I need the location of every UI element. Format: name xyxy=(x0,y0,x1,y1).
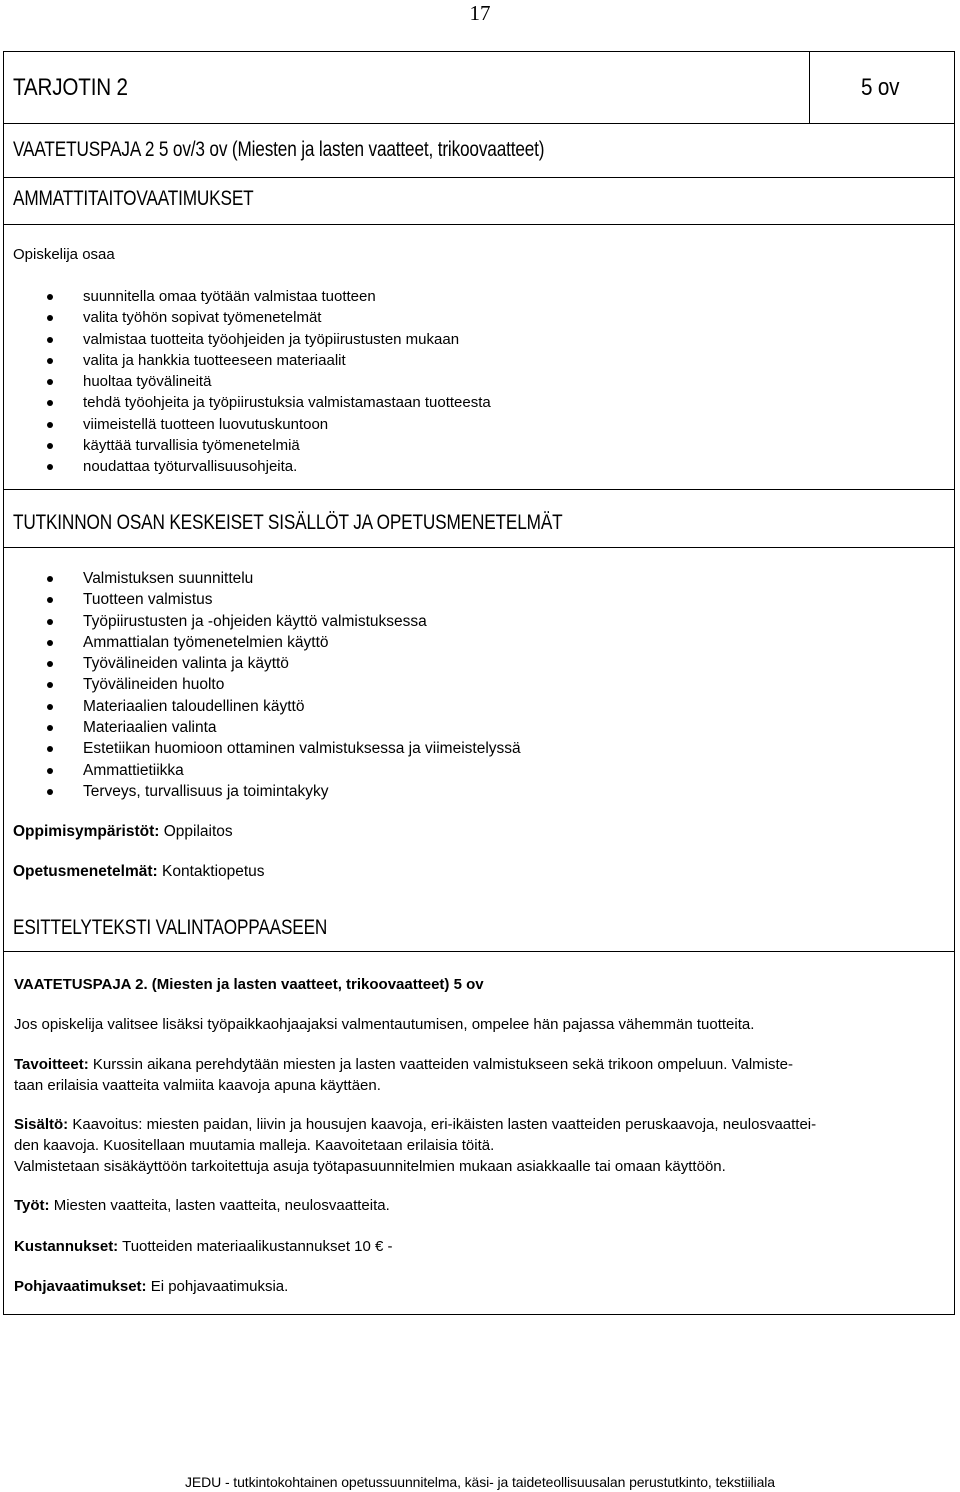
intro-paragraph: Jos opiskelija valitsee lisäksi työpaikkaohjaajaksi valmentautumisen, ompelee hän pajassa vähemmän tuotteita. xyxy=(14,1016,755,1033)
bullet-icon xyxy=(47,746,53,752)
contents-heading: TUTKINNON OSAN KESKEISET SISÄLLÖT JA OPETUSMENETELMÄT xyxy=(13,511,563,534)
divider xyxy=(4,489,954,490)
bullet-icon xyxy=(47,379,53,385)
teaching-methods: Opetusmenetelmät: Kontaktiopetus xyxy=(13,863,265,880)
bullet-icon xyxy=(47,294,53,300)
divider xyxy=(4,547,954,548)
prerequisites-line: Pohjavaatimukset: Ei pohjavaatimuksia. xyxy=(14,1278,289,1295)
page-number: 17 xyxy=(469,1,491,25)
page-footer: JEDU - tutkintokohtainen opetussuunnitelma, käsi- ja taideteollisuusalan perustutkinto, tekstiiliala xyxy=(185,1474,775,1490)
bullet-icon xyxy=(47,725,53,731)
header-divider xyxy=(809,52,810,123)
skills-heading: AMMATTITAITOVAATIMUKSET xyxy=(13,187,254,210)
bullet-icon xyxy=(47,789,53,795)
bullet-icon xyxy=(47,358,53,364)
bullet-icon xyxy=(47,337,53,343)
bullet-icon xyxy=(47,597,53,603)
bullet-icon xyxy=(47,768,53,774)
intro-course-line: VAATETUSPAJA 2. (Miesten ja lasten vaatteet, trikoovaatteet) 5 ov xyxy=(14,976,484,993)
intro-heading: ESITTELYTEKSTI VALINTAOPPAASEEN xyxy=(13,916,328,939)
divider xyxy=(4,123,954,124)
bullet-icon xyxy=(47,443,53,449)
divider xyxy=(4,177,954,178)
bullet-icon xyxy=(47,661,53,667)
learning-environments: Oppimisympäristöt: Oppilaitos xyxy=(13,823,233,840)
works-line: Työt: Miesten vaatteita, lasten vaatteita, neulosvaatteita. xyxy=(14,1197,390,1214)
bullet-icon xyxy=(47,315,53,321)
goals-paragraph: Tavoitteet: Kurssin aikana perehdytään miesten ja lasten vaatteiden valmistukseen sekä trikoon ompeluun. Valmiste- taan erilaisia vaatteita valmiita kaavoja apuna käyttäen. xyxy=(14,1056,794,1094)
bullet-icon xyxy=(47,464,53,470)
bullet-icon xyxy=(47,422,53,428)
divider xyxy=(4,224,954,225)
bullet-icon xyxy=(47,640,53,646)
bullet-icon xyxy=(47,400,53,406)
course-title: VAATETUSPAJA 2 5 ov/3 ov (Miesten ja lasten vaatteet, trikoovaatteet) xyxy=(13,138,545,161)
divider xyxy=(4,951,954,952)
document-frame: TARJOTIN 2 5 ov VAATETUSPAJA 2 5 ov/3 ov (Miesten ja lasten vaatteet, trikoovaatteet) AMMATTITAITOVAATIMUKSET Opiskelija osaa suunnitella omaa työtään valmistaa tuotteen valita työhön sopivat työmenetelmät valmistaa tuotteita työohjeiden ja työpiirustusten mukaan valita ja hankkia tuotteeseen materiaalit huoltaa työvälineitä tehdä työohjeita ja työpiirustuksia valmistamastaan tuotteesta viimeistellä tuotteen luovutuskuntoon käyttää turvallisia työmenetelmiä noudattaa työturvallisuusohjeita. TUTKINNON OSAN KESKEISET SISÄLLÖT JA OPETUSMENETELMÄT Valmistuksen suunnittelu Tuotteen valmistus Työpiirustusten ja -ohjeiden käyttö valmistuksessa Ammattialan työmenetelmien käyttö Työvälineiden valinta ja käyttö Työvälineiden huolto Materiaalien taloudellinen käyttö Materiaalien valinta Estetiikan huomioon ottaminen valmistuksessa ja viimeistelyssä Ammattietiikka Terveys, turvallisuus ja toimintakyky Oppimisympäristöt: Oppilaitos Opetusmenetelmät: Kontaktiopetus ESITTELYTEKSTI VALINTAOPPAASEEN VAATETUSPAJA 2. (Miesten ja lasten vaatteet, trikoovaatteet) 5 ov Jos opiskelija valitsee lisäksi työpaikkaohjaajaksi valmentautumisen, ompelee hän pajassa vähemmän tuotteita. Tavoitteet: Kurssin aikana perehdytään miesten ja lasten vaatteiden valmistukseen sekä trikoon ompeluun. Valmiste- taan erilaisia vaatteita valmiita kaavoja apuna käyttäen. Sisältö: Kaavoitus: miesten paidan, liivin ja housujen kaavoja, eri-ikäisten lasten vaatteiden peruskaavoja, neulosvaattei- den kaavoja. Kuositellaan muutamia malleja. Kaavoitetaan erilaisia töitä. Valmistetaan sisäkäyttöön tarkoitettuja asuja työtapasuunnitelmien mukaan asiakkaalle tai omaan käyttöön. Työt: Miesten vaatteita, lasten vaatteita, neulosvaatteita. Kustannukset: Tuotteiden materiaalikustannukset 10 € - Pohjavaatimukset: Ei pohjavaatimuksia. xyxy=(3,51,955,1315)
credits-label: 5 ov xyxy=(861,74,900,101)
content-paragraph: Sisältö: Kaavoitus: miesten paidan, liivin ja housujen kaavoja, eri-ikäisten lasten vaatteiden peruskaavoja, neulosvaattei- den kaavoja. Kuositellaan muutamia malleja. Kaavoitetaan erilaisia töitä. Valmistetaan sisäkäyttöön tarkoitettuja asuja työtapasuunnitelmien mukaan asiakkaalle tai omaan käyttöön. xyxy=(14,1116,817,1175)
costs-line: Kustannukset: Tuotteiden materiaalikustannukset 10 € - xyxy=(14,1238,393,1255)
page-title: TARJOTIN 2 xyxy=(13,74,128,101)
bullet-icon xyxy=(47,682,53,688)
skills-intro: Opiskelija osaa xyxy=(13,246,115,263)
bullet-icon xyxy=(47,576,53,582)
bullet-icon xyxy=(47,704,53,710)
bullet-icon xyxy=(47,619,53,625)
